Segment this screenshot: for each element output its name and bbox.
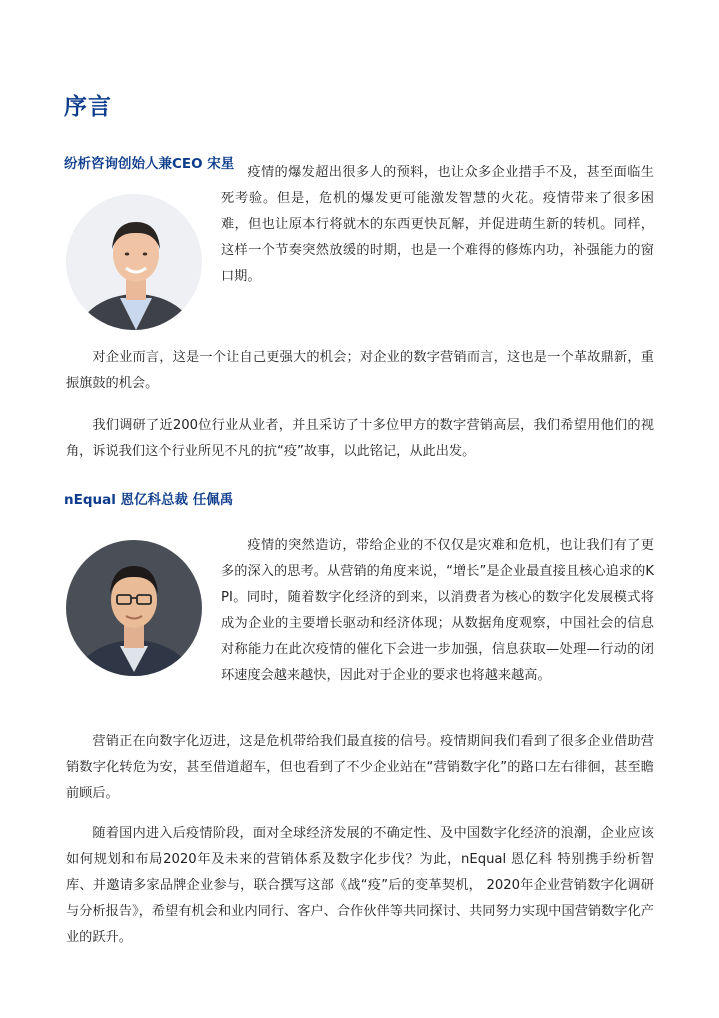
- paragraph-song-1: 疫情的爆发超出很多人的预料，也让众多企业措手不及，甚至面临生死考验。但是，危机的爆发更可能激发智慧的火花。疫情带来了很多困难，但也让原本行将就木的东西更快瓦解，并促进萌生新的转机。同样，这样一个节奏突然放缓的时期，也是一个难得的修炼内功，补强能力的窗口期。: [221, 165, 654, 284]
- portrait-song-xing: [66, 194, 202, 330]
- person-portrait-icon: [66, 194, 202, 330]
- paragraph-song-3: 我们调研了近200位行业从业者，并且采访了十多位甲方的数字营销高层，我们希望用他们的视角，诉说我们这个行业所见不凡的抗“疫”故事，以此铭记，从此出发。: [66, 418, 654, 459]
- section-heading-song-xing: 纷析咨询创始人兼CEO 宋星: [64, 156, 235, 172]
- paragraph-ren-2: 营销正在向数字化迈进，这是危机带给我们最直接的信号。疫情期间我们看到了很多企业借助营销数字化转危为安，甚至借道超车，但也看到了不少企业站在“营销数字化”的路口左右徘徊，甚至瞻前顾后。: [66, 734, 654, 801]
- paragraph-ren-3: 随着国内进入后疫情阶段，面对全球经济发展的不确定性、及中国数字化经济的浪潮，企业应该如何规划和布局2020年及未来的营销体系及数字化步伐？为此，nEqual 恩亿科 特别携手纷析智库、并邀请多家品牌企业参与，联合撰写这部《战“疫”后的变革契机， 2020年企业营销数字化调研与分析报告》，希望有机会和业内同行、客户、合作伙伴等共同探讨、共同努力实现中国营销数字化产业的跃升。: [66, 826, 654, 945]
- person-portrait-icon: [66, 540, 202, 676]
- portrait-ren-peiyu: [66, 540, 202, 676]
- page-title: 序言: [64, 94, 112, 120]
- section-heading-ren-peiyu: nEqual 恩亿科总裁 任佩禹: [64, 492, 234, 508]
- paragraph-ren-1: 疫情的突然造访，带给企业的不仅仅是灾难和危机，也让我们有了更多的深入的思考。从营销的角度来说，“增长”是企业最直接且核心追求的KPI。同时，随着数字化经济的到来，以消费者为核心的数字化发展模式将成为企业的主要增长驱动和经济体现；从数据角度观察，中国社会的信息对称能力在此次疫情的催化下会进一步加强，信息获取—处理—行动的闭环速度会越来越快，因此对于企业的要求也将越来越高。: [221, 538, 654, 683]
- paragraph-song-2: 对企业而言，这是一个让自己更强大的机会；对企业的数字营销而言，这也是一个革故鼎新，重振旗鼓的机会。: [66, 350, 654, 391]
